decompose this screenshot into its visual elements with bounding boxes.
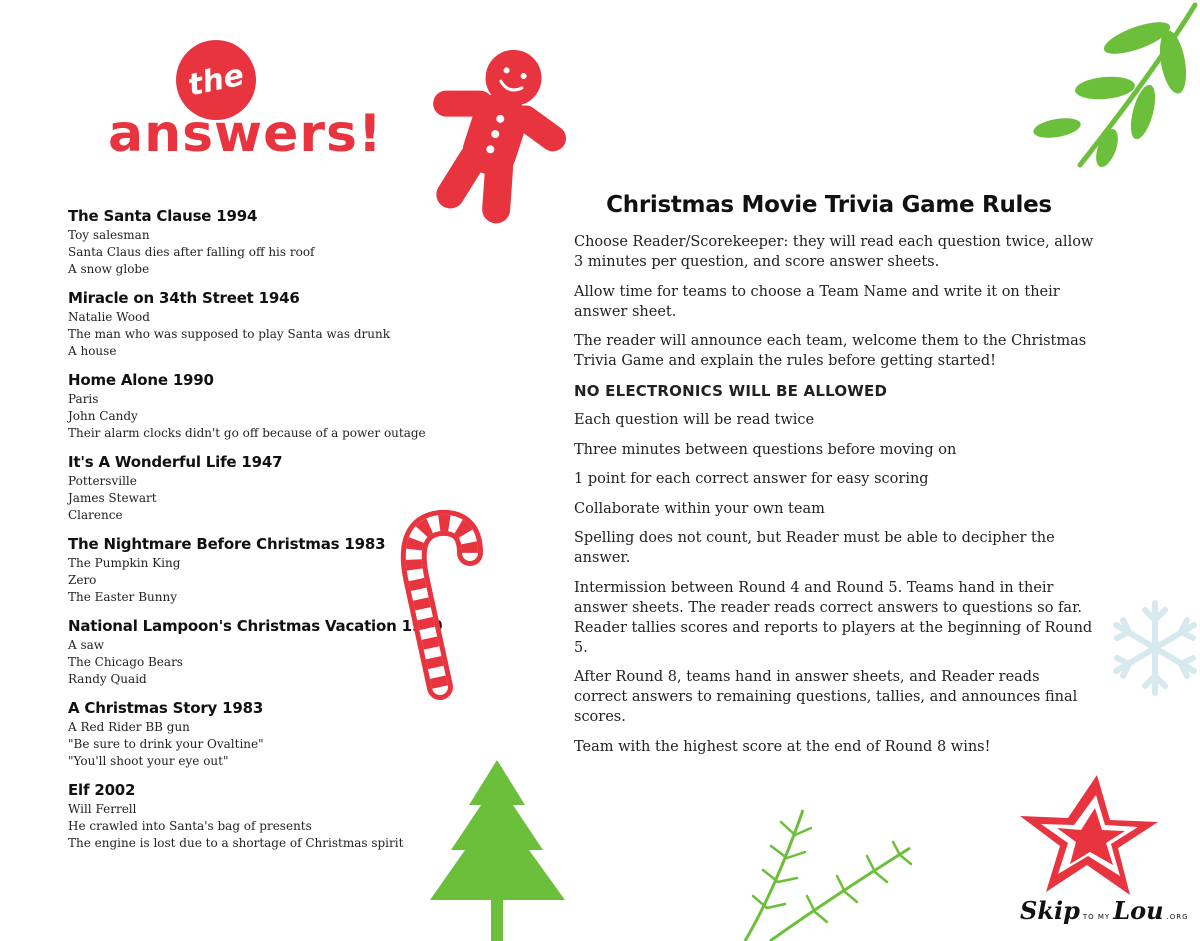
answer-line: The engine is lost due to a shortage of Christmas spirit [68, 836, 404, 850]
rule-item: Intermission between Round 4 and Round 5. Teams hand in their answer sheets. The reader reads correct answers to questions so far. Reader tallies scores and reports to players at the beginning of Round 5. [574, 579, 1093, 656]
site-logo [1020, 896, 1189, 925]
answers-title: answers! [108, 104, 383, 164]
rules-list [574, 232, 1094, 766]
logo-to-my: TO MY [1082, 913, 1111, 921]
answer-line: Toy salesman [68, 228, 150, 242]
answer-line: James Stewart [68, 491, 157, 505]
pine-branch-icon [715, 800, 915, 941]
film-title: Elf 2002 [68, 781, 136, 799]
rule-item: Allow time for teams to choose a Team Name and write it on their answer sheet. [574, 283, 1060, 320]
rule-item: 1 point for each correct answer for easy scoring [574, 471, 929, 487]
film-title: The Nightmare Before Christmas 1983 [68, 535, 386, 553]
film-title: A Christmas Story 1983 [68, 699, 264, 717]
answer-block [68, 206, 448, 278]
answer-line: A house [68, 344, 117, 358]
star-icon [1012, 770, 1162, 910]
rule-item: Each question will be read twice [574, 412, 815, 428]
answer-line: "Be sure to drink your Ovaltine" [68, 737, 264, 751]
rule-item: After Round 8, teams hand in answer sheets, and Reader reads correct answers to remaining questions, tallies, and announces final scores. [574, 669, 1078, 725]
rule-item: Three minutes between questions before moving on [574, 441, 957, 458]
answer-line: Paris [68, 392, 99, 406]
answer-line: The man who was supposed to play Santa was drunk [68, 327, 390, 341]
gingerbread-man-icon [410, 40, 580, 230]
answer-line: John Candy [68, 409, 138, 423]
answer-line: Will Ferrell [68, 802, 137, 816]
answer-line: "You'll shoot your eye out" [68, 754, 229, 768]
answer-line: Natalie Wood [68, 310, 150, 324]
logo-lou: Lou [1113, 896, 1164, 925]
answer-line: Randy Quaid [68, 672, 147, 686]
answer-block [68, 370, 448, 442]
film-title: Miracle on 34th Street 1946 [68, 289, 300, 307]
snowflake-icon [1105, 598, 1200, 698]
answer-line: A saw [68, 638, 105, 652]
answer-line: Clarence [68, 508, 123, 522]
film-title: Home Alone 1990 [68, 371, 214, 389]
rule-item: Team with the highest score at the end of Round 8 wins! [574, 738, 991, 755]
film-title: The Santa Clause 1994 [68, 207, 258, 225]
answer-line: He crawled into Santa's bag of presents [68, 819, 312, 833]
logo-org: .ORG [1166, 913, 1189, 921]
answer-line: Zero [68, 573, 97, 587]
rule-item: Collaborate within your own team [574, 500, 825, 517]
candy-cane-icon [378, 505, 488, 700]
rules-title: Christmas Movie Trivia Game Rules [606, 192, 1052, 218]
answer-block [68, 780, 448, 852]
answer-line: The Easter Bunny [68, 590, 177, 604]
answer-line: Their alarm clocks didn't go off because of a power outage [68, 426, 426, 440]
the-label: the [184, 57, 248, 103]
christmas-tree-icon [425, 760, 570, 941]
rule-item-emphasis: NO ELECTRONICS WILL BE ALLOWED [574, 381, 888, 400]
film-title: National Lampoon's Christmas Vacation 1989 [68, 617, 443, 635]
answer-line: The Pumpkin King [68, 556, 181, 570]
rule-item: Choose Reader/Scorekeeper: they will read each question twice, allow 3 minutes per question, and score answer sheets. [574, 234, 1094, 270]
answer-block [68, 698, 448, 770]
answer-line: A snow globe [68, 262, 150, 276]
answer-line: Santa Claus dies after falling off his roof [68, 245, 315, 259]
answer-line: Pottersville [68, 474, 137, 488]
film-title: It's A Wonderful Life 1947 [68, 453, 283, 471]
leaf-branch-icon [1025, 0, 1200, 170]
logo-skip: Skip [1020, 896, 1080, 925]
answer-line: A Red Rider BB gun [68, 720, 190, 734]
rule-item: The reader will announce each team, welcome them to the Christmas Trivia Game and explain the rules before getting started! [574, 333, 1087, 369]
answer-line: The Chicago Bears [68, 655, 183, 669]
rule-item: Spelling does not count, but Reader must be able to decipher the answer. [574, 530, 1055, 566]
answer-block [68, 288, 448, 360]
